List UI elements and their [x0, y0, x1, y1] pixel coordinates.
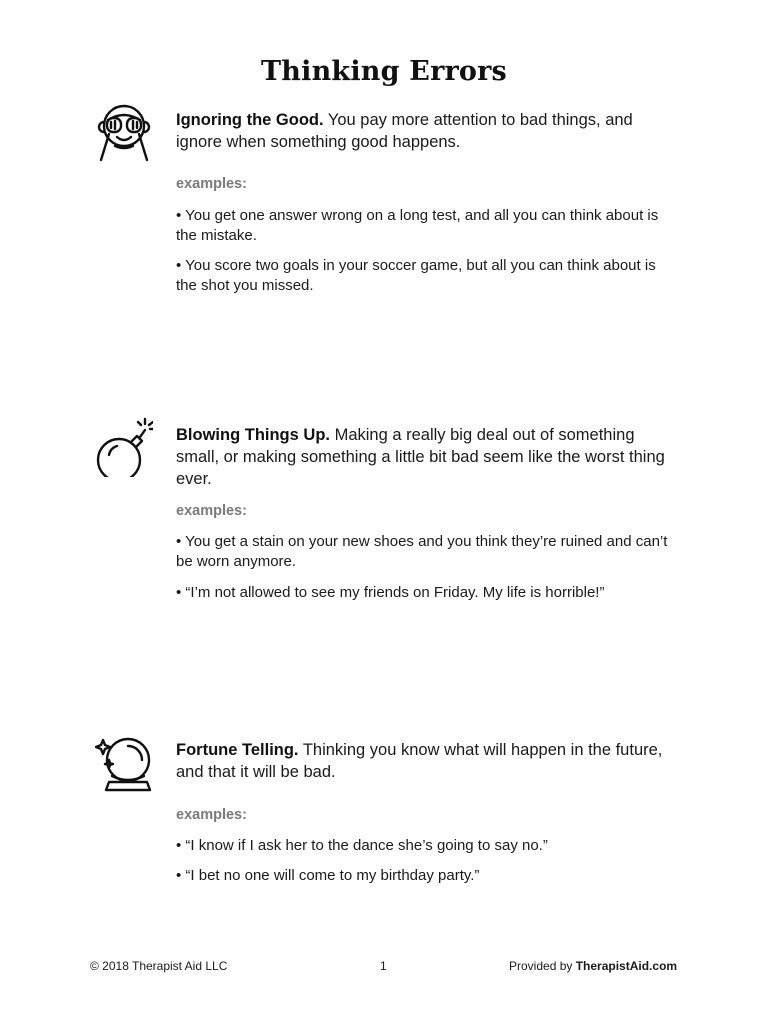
page-title: Thinking Errors — [261, 56, 507, 88]
section-term: Ignoring the Good. — [176, 111, 324, 129]
footer-provided-by-label: Provided by — [509, 959, 573, 973]
section-description — [176, 109, 676, 153]
example-item: • You score two goals in your soccer game, but all you can think about is the shot you missed. — [176, 257, 656, 294]
example-item: • You get a stain on your new shoes and you think they’re ruined and can’t be worn anymore. — [176, 533, 668, 570]
example-item: • “I bet no one will come to my birthday party.” — [176, 867, 480, 884]
example-item: • “I know if I ask her to the dance she’s going to say no.” — [176, 837, 548, 854]
section-description-text: Making a really big deal out of something small, or making something a little bit bad seem like the worst thing ever. — [176, 426, 665, 488]
example-item: • “I’m not allowed to see my friends on Friday. My life is horrible!” — [176, 584, 605, 601]
section-description-text: Thinking you know what will happen in the future, and that it will be bad. — [176, 741, 663, 781]
examples-label: examples: — [176, 503, 247, 519]
section-description — [176, 739, 676, 783]
section-term: Fortune Telling. — [176, 741, 299, 759]
examples-label: examples: — [176, 807, 247, 823]
footer-site-link[interactable]: TherapistAid.com — [575, 959, 678, 973]
footer-page-number: 1 — [380, 959, 387, 973]
section-description — [176, 424, 676, 490]
crystal-ball-icon — [95, 730, 153, 792]
section-term: Blowing Things Up. — [176, 426, 330, 444]
footer-copyright: © 2018 Therapist Aid LLC — [90, 959, 228, 973]
bomb-icon — [95, 415, 153, 477]
see-no-evil-monkey-icon — [95, 100, 153, 162]
footer-provided-by — [509, 959, 677, 973]
examples-label: examples: — [176, 176, 247, 192]
section-description-text: You pay more attention to bad things, and ignore when something good happens. — [176, 111, 633, 151]
example-item: • You get one answer wrong on a long test, and all you can think about is the mistake. — [176, 207, 659, 244]
